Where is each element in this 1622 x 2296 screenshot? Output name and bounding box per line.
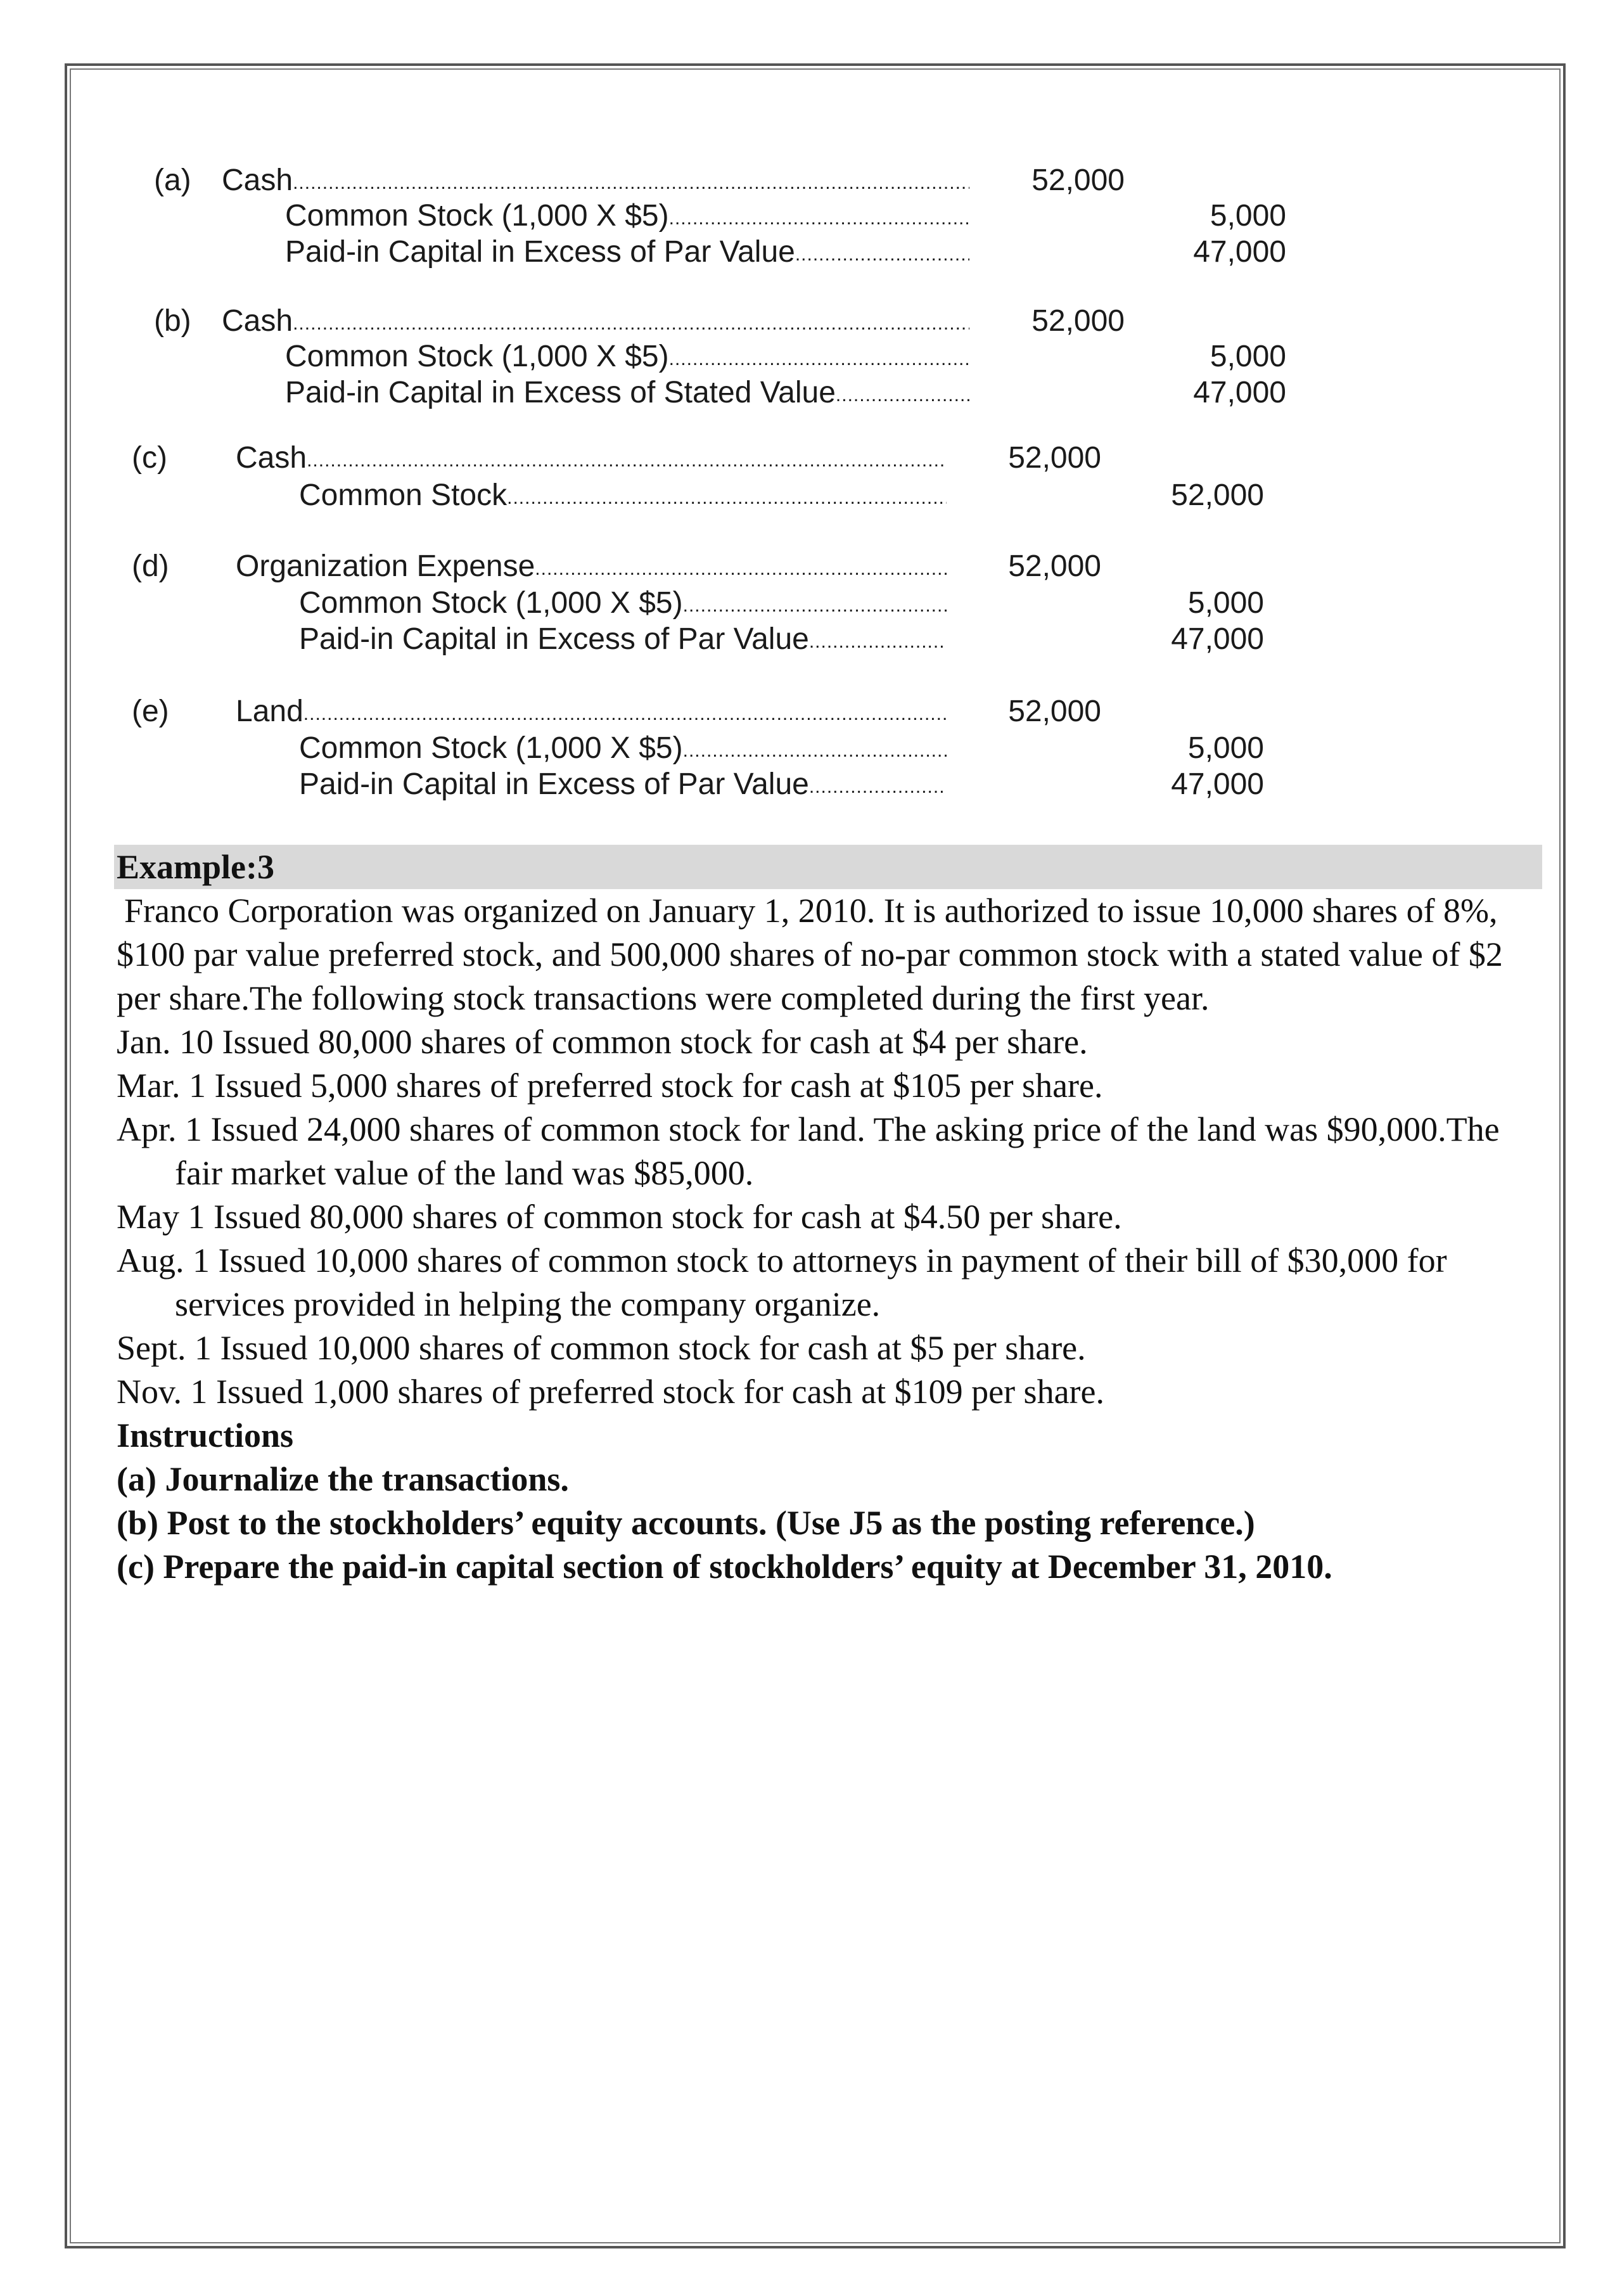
- transaction-line: Jan. 10 Issued 80,000 shares of common stock for cash at $4 per share.: [117, 1023, 1088, 1061]
- credit-amount: 5,000: [1210, 199, 1286, 233]
- transaction-line: May 1 Issued 80,000 shares of common stock for cash at $4.50 per share.: [117, 1198, 1122, 1236]
- instruction-item: (a) Journalize the transactions.: [117, 1460, 569, 1498]
- transaction-line: Mar. 1 Issued 5,000 shares of preferred stock for cash at $105 per share.: [117, 1067, 1103, 1105]
- credit-amount: 47,000: [1171, 622, 1264, 656]
- transaction-line: Nov. 1 Issued 1,000 shares of preferred stock for cash at $109 per share.: [117, 1373, 1104, 1411]
- credit-amount: 5,000: [1187, 586, 1264, 620]
- debit-amount: 52,000: [1008, 441, 1101, 475]
- credit-amount: 47,000: [1193, 376, 1286, 409]
- account-debit: Organization Expense .....: [236, 548, 947, 586]
- account-credit: Common Stock .....: [299, 477, 947, 515]
- account-debit: Cash .....: [222, 162, 969, 200]
- instructions-heading: Instructions: [117, 1416, 294, 1454]
- account-credit: Paid-in Capital in Excess of Par Value .....: [299, 620, 947, 658]
- debit-amount: 52,000: [1031, 164, 1125, 197]
- debit-amount: 52,000: [1008, 695, 1101, 728]
- account-credit: Common Stock (1,000 X $5) .....: [285, 197, 969, 235]
- account-credit: Common Stock (1,000 X $5) .....: [299, 729, 947, 767]
- debit-amount: 52,000: [1008, 549, 1101, 583]
- credit-amount: 47,000: [1171, 767, 1264, 801]
- entry-label: (e): [132, 695, 169, 728]
- instruction-item: (c) Prepare the paid-in capital section of stockholders’ equity at December 31, 2010.: [117, 1548, 1332, 1586]
- credit-amount: 52,000: [1171, 478, 1264, 512]
- transaction-line: Sept. 1 Issued 10,000 shares of common stock for cash at $5 per share.: [117, 1329, 1086, 1367]
- example-title: Example:3: [117, 848, 274, 886]
- entry-label: (a): [154, 164, 191, 197]
- credit-amount: 5,000: [1210, 340, 1286, 373]
- entry-label: (c): [132, 441, 167, 475]
- journal-entries-figure: [0, 0, 1622, 824]
- account-debit: Cash .....: [236, 439, 947, 477]
- account-credit: Common Stock (1,000 X $5) .....: [285, 338, 969, 376]
- account-debit: Cash .....: [222, 302, 969, 340]
- transaction-line: Aug. 1 Issued 10,000 shares of common stock to attorneys in payment of their bill of $30,000 for services provided in helping the company organize.: [117, 1241, 1447, 1323]
- example-intro: Franco Corporation was organized on January 1, 2010. It is authorized to issue 10,000 shares of 8%, $100 par value preferred stock, and 500,000 shares of no-par common stock with a stated value of $2 per share.The following stock transactions were completed during the first year.: [117, 892, 1503, 1017]
- account-credit: Paid-in Capital in Excess of Par Value .....: [285, 233, 969, 271]
- account-debit: Land .....: [236, 693, 947, 731]
- credit-amount: 5,000: [1187, 731, 1264, 765]
- debit-amount: 52,000: [1031, 304, 1125, 338]
- entry-label: (d): [132, 549, 169, 583]
- account-credit: Paid-in Capital in Excess of Par Value .....: [299, 766, 947, 804]
- instruction-item: (b) Post to the stockholders’ equity accounts. (Use J5 as the posting reference.): [117, 1504, 1255, 1542]
- transaction-line: Apr. 1 Issued 24,000 shares of common stock for land. The asking price of the land was $90,000.The fair market value of the land was $85,000.: [117, 1110, 1500, 1192]
- account-credit: Common Stock (1,000 X $5) .....: [299, 584, 947, 622]
- entry-label: (b): [154, 304, 191, 338]
- account-credit: Paid-in Capital in Excess of Stated Value .....: [285, 374, 969, 412]
- example-section: [117, 845, 1549, 1589]
- credit-amount: 47,000: [1193, 235, 1286, 269]
